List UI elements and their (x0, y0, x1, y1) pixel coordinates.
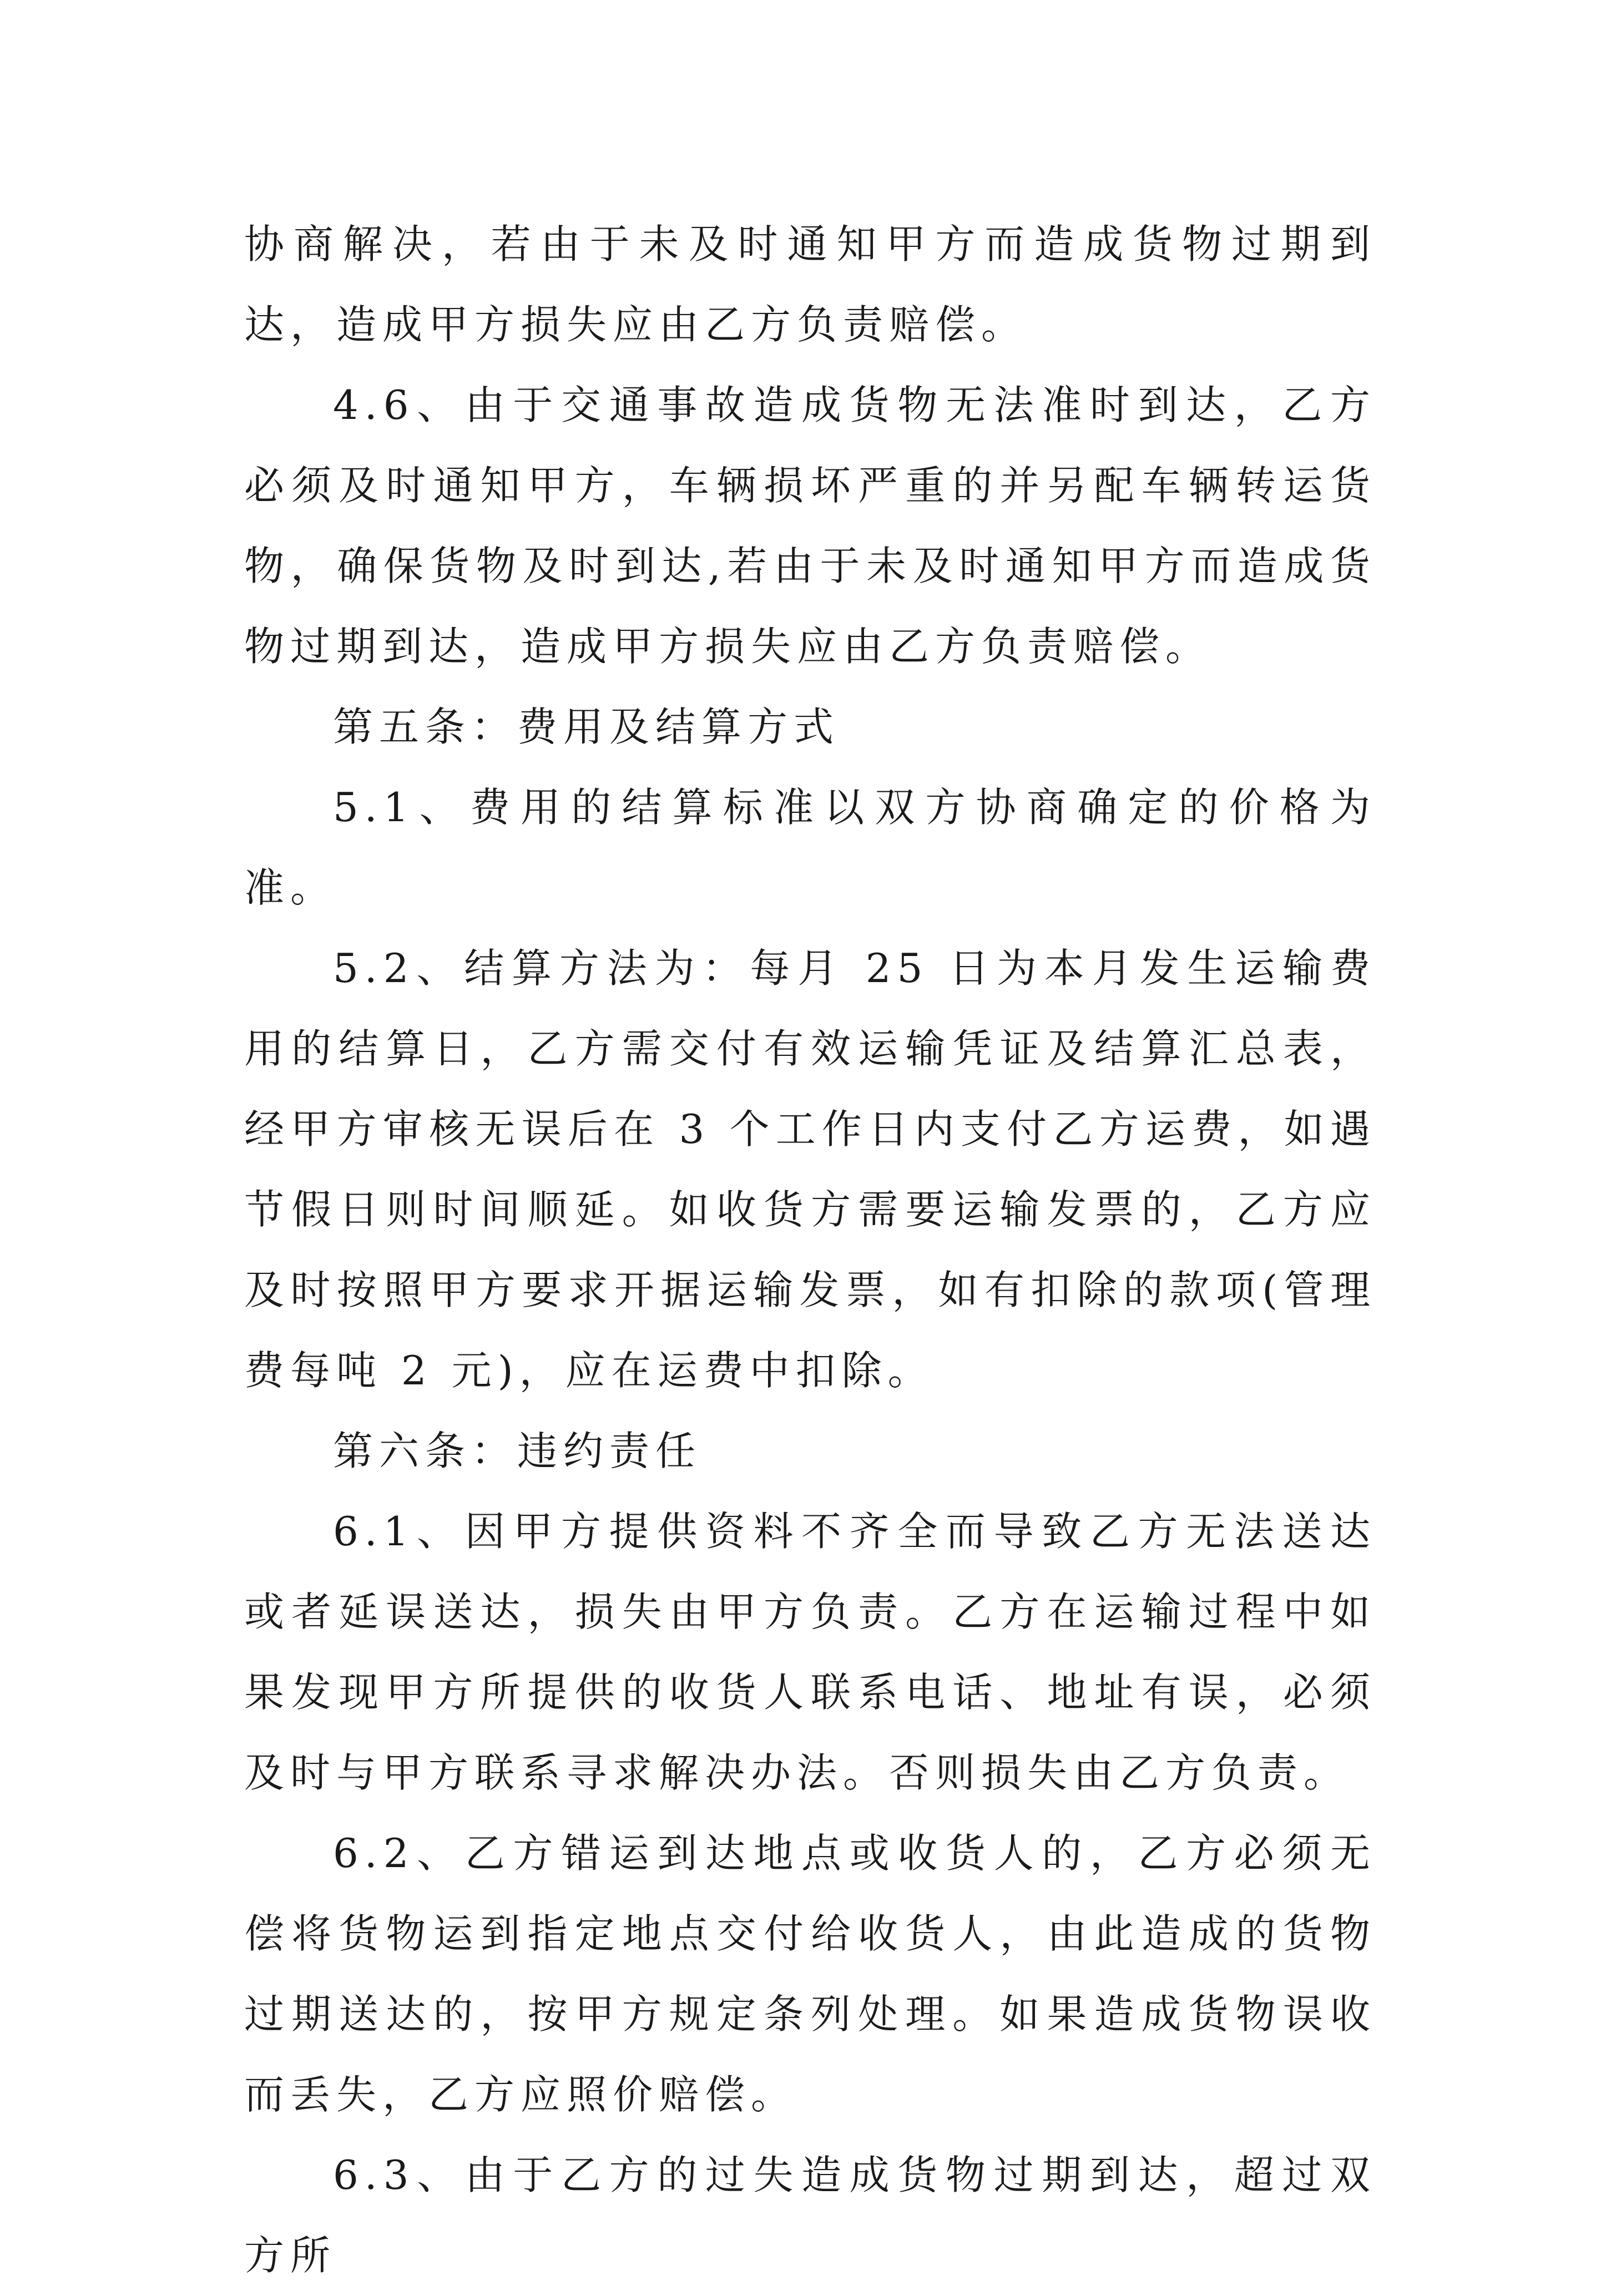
paragraph-4-6: 4.6、由于交通事故造成货物无法准时到达，乙方必须及时通知甲方，车辆损坏严重的并另配车辆转运货物，确保货物及时到达,若由于未及时通知甲方而造成货物过期到达，造成甲方损失应由乙方负责赔偿。 (244, 382, 1376, 670)
paragraph-6-1: 6.1、因甲方提供资料不齐全而导致乙方无法送达或者延误送达，损失由甲方负责。乙方在运输过程中如果发现甲方所提供的收货人联系电话、地址有误，必须及时与甲方联系寻求解决办法。否则损失由乙方负责。 (244, 1508, 1376, 1796)
paragraph-4-5-continued: 协商解决，若由于未及时通知甲方而造成货物过期到达，造成甲方损失应由乙方负责赔偿。 (244, 221, 1376, 348)
paragraph-5-1: 5.1、费用的结算标准以双方协商确定的价格为准。 (244, 784, 1376, 911)
article-6-heading: 第六条：违约责任 (333, 1428, 702, 1474)
paragraph-5-2: 5.2、结算方法为：每月 25 日为本月发生运输费用的结算日，乙方需交付有效运输凭证及结算汇总表，经甲方审核无误后在 3 个工作日内支付乙方运费，如遇节假日则时间顺延。如收货方需要运输发票的，乙方应及时按照甲方要求开据运输发票，如有扣除的款项(管理费每吨 2 元)，应在运费中扣除。 (244, 945, 1376, 1394)
document-body (244, 204, 1376, 2296)
article-5-heading: 第五条：费用及结算方式 (333, 704, 840, 750)
paragraph-6-2: 6.2、乙方错运到达地点或收货人的，乙方必须无偿将货物运到指定地点交付给收货人，由此造成的货物过期送达的，按甲方规定条列处理。如果造成货物误收而丢失，乙方应照价赔偿。 (244, 1830, 1376, 2118)
paragraph-6-3: 6.3、由于乙方的过失造成货物过期到达，超过双方所 (244, 2152, 1376, 2279)
